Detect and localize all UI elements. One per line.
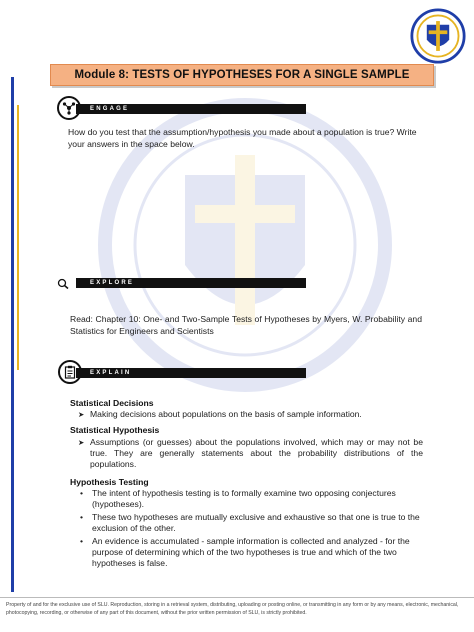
dot-bullet-icon: • [80, 512, 84, 522]
arrow-bullet-icon: ➤ [78, 438, 85, 447]
copyright-footer: Property of and for the exclusive use of SLU. Reproduction, storing in a retrieval system, distributing, uploading or posting online, or transmitting in any form or by any means, electronic, mechanical, photocopying, recording, or otherwise of any part of this document, without the prior written permission of SLU, is strictly prohibited. [6, 602, 459, 616]
explain-tag: EXPLAIN [76, 368, 306, 378]
magnifier-icon [56, 277, 76, 289]
left-margin-rule-blue [11, 77, 14, 592]
footer-divider [0, 597, 474, 598]
heading-statistical-decisions: Statistical Decisions [70, 398, 154, 408]
explore-reading: Read: Chapter 10: One- and Two-Sample Tests of Hypotheses by Myers, W. Probability and Statistics for Engineers and Scientists [70, 314, 422, 336]
dot-bullet-icon: • [80, 536, 84, 546]
explore-tag: EXPLORE [76, 278, 306, 288]
list-item: • The intent of hypothesis testing is to formally examine two opposing conjectures (hypotheses). [80, 488, 396, 510]
module-title: Module 8: TESTS OF HYPOTHESES FOR A SINGLE SAMPLE [74, 69, 410, 81]
list-item: ➤ Making decisions about populations on the basis of sample information. [78, 409, 362, 419]
engage-prompt: How do you test that the assumption/hypothesis you made about a population is true? Write your answers in the space below. [68, 127, 417, 149]
arrow-bullet-icon: ➤ [78, 410, 85, 419]
list-item: • These two hypotheses are mutually exclusive and exhaustive so that one is true to the exclusion of the other. [80, 512, 420, 534]
dot-bullet-icon: • [80, 488, 84, 498]
heading-statistical-hypothesis: Statistical Hypothesis [70, 425, 160, 435]
list-item: • An evidence is accumulated - sample information is collected and analyzed - for the purpose of determining which of the two hypotheses is true and which of the two hypotheses is false. [80, 536, 410, 569]
left-margin-rule-gold [17, 105, 19, 370]
list-item: ➤ Assumptions (or guesses) about the populations involved, which may or may not be true. They are generally statements about the probability distributions of the populations. [78, 437, 423, 470]
university-seal-icon [410, 8, 466, 64]
module-title-banner [50, 64, 434, 86]
top-edge [0, 0, 474, 5]
heading-hypothesis-testing: Hypothesis Testing [70, 477, 149, 487]
engage-tag: ENGAGE [76, 104, 306, 114]
